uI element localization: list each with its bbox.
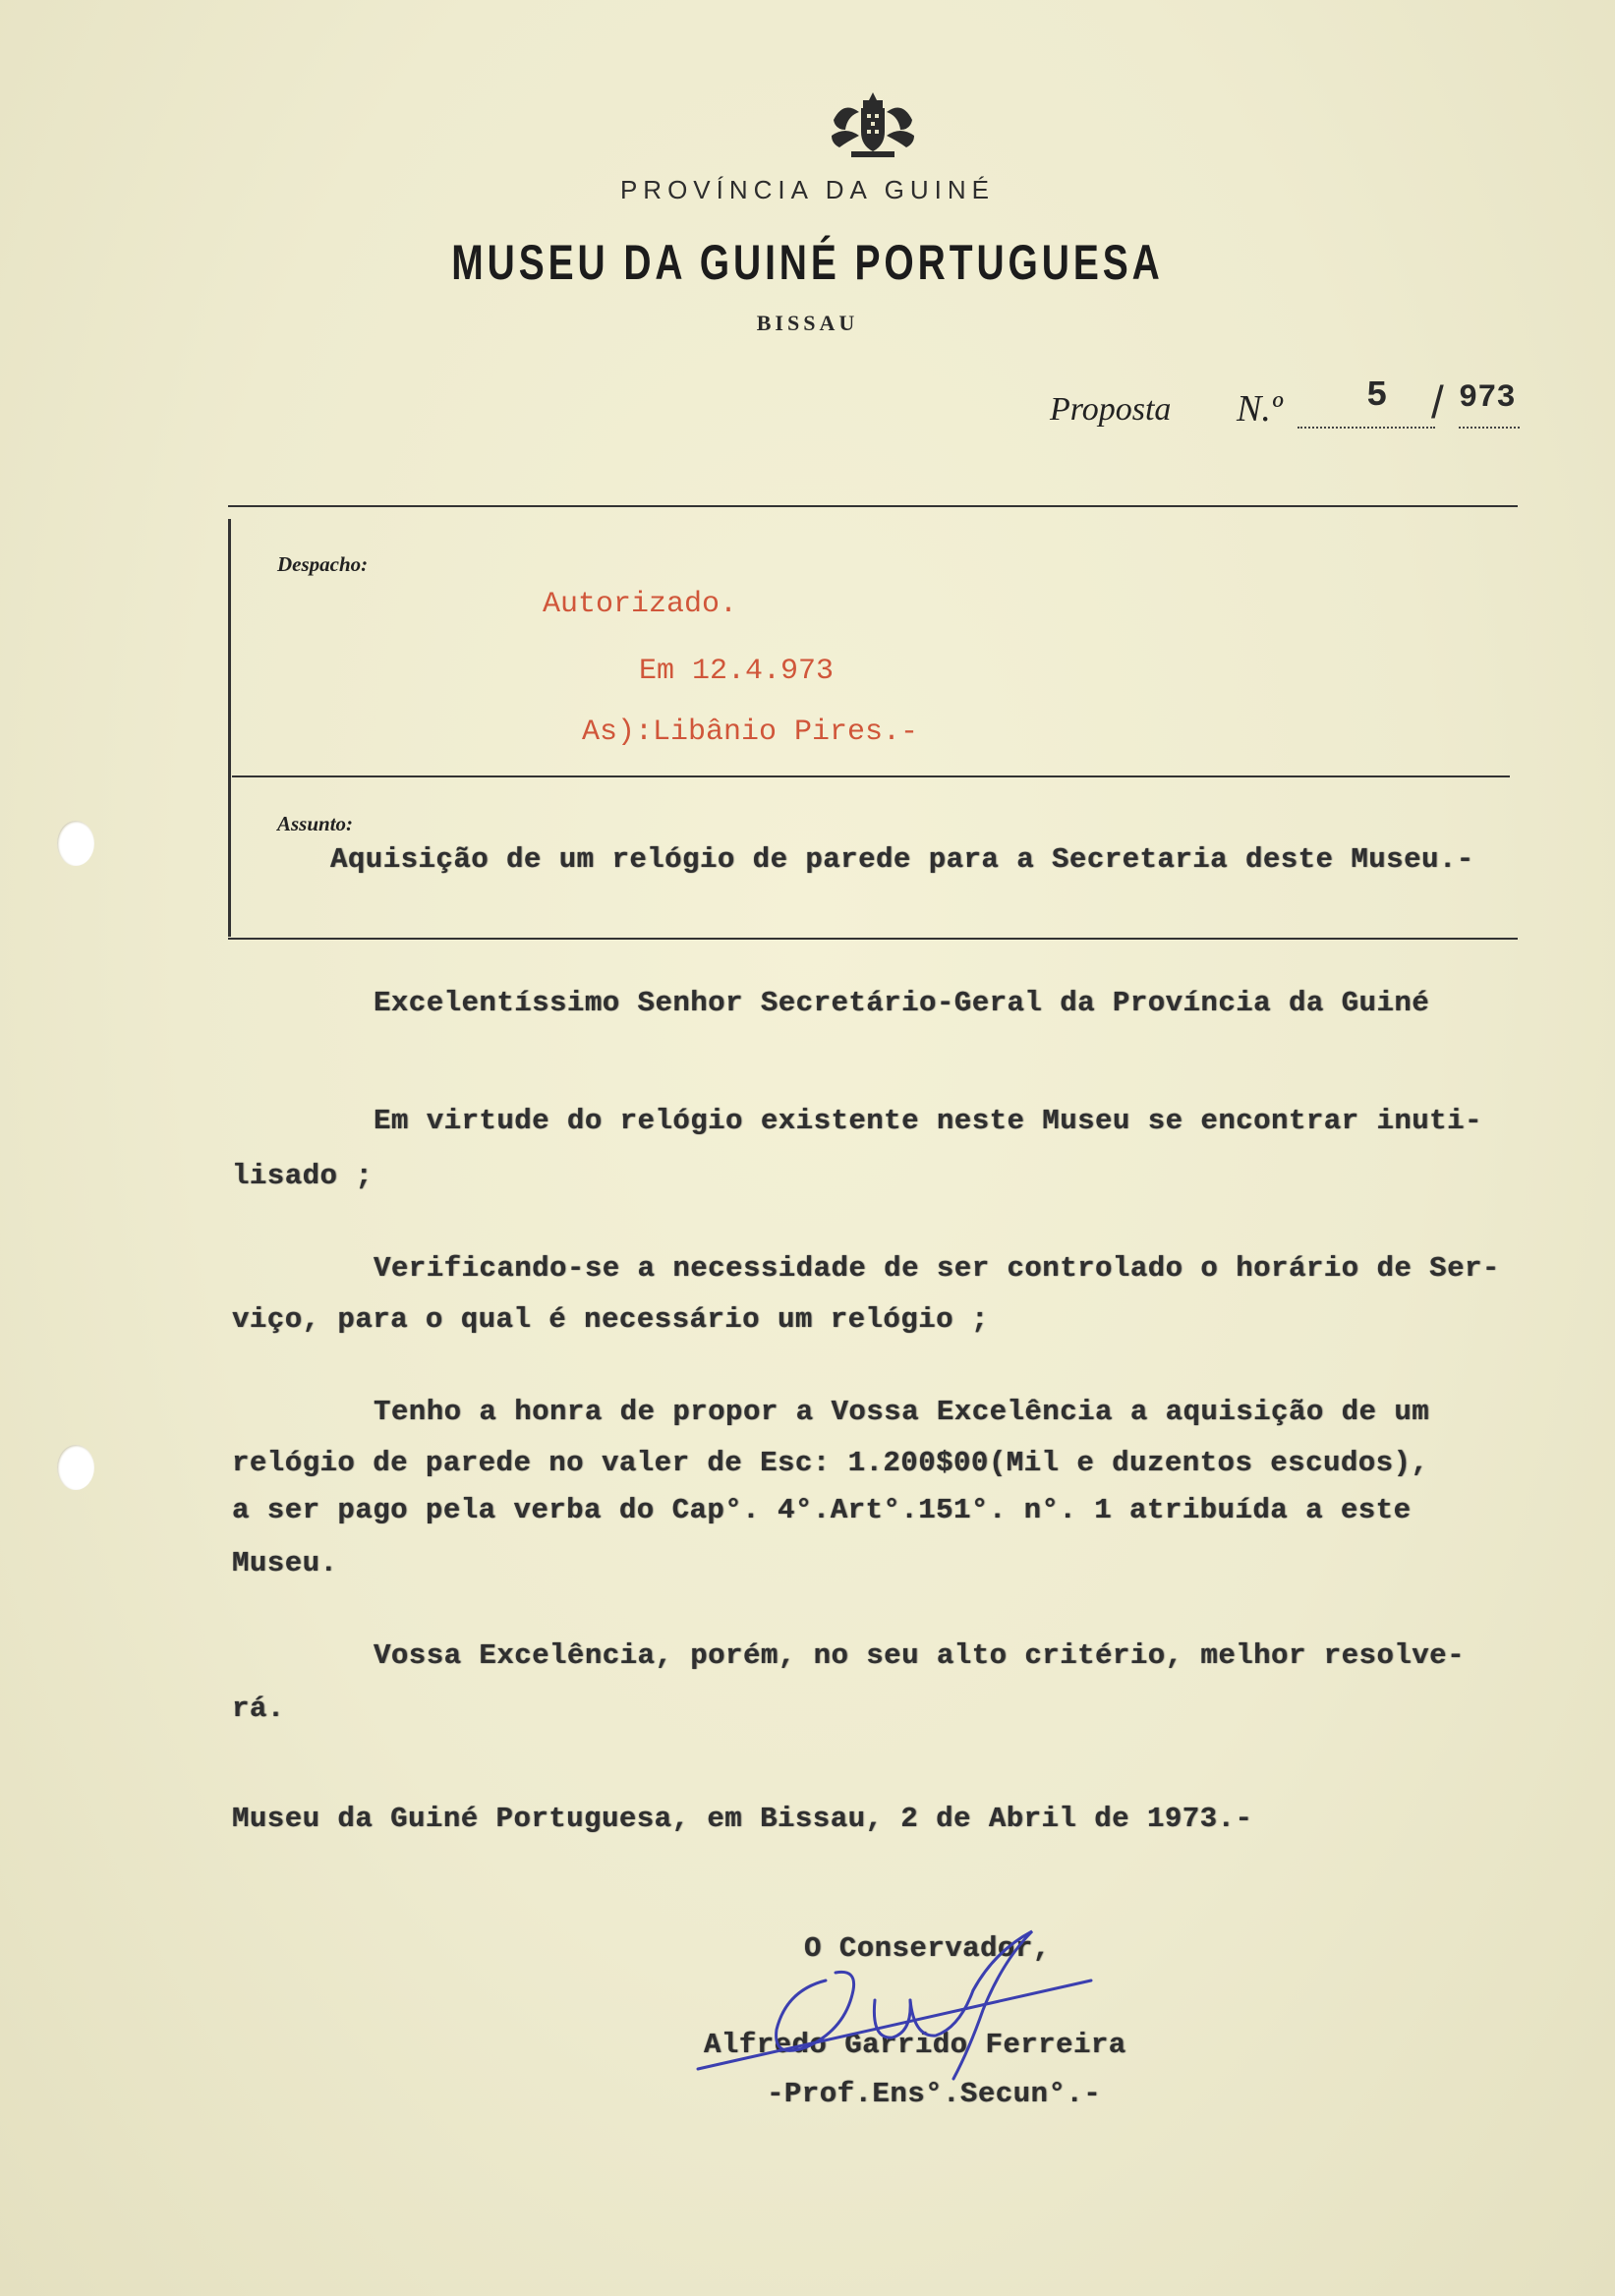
form-left-rule	[228, 519, 231, 937]
despacho-date: Em 12.4.973	[639, 655, 835, 688]
paragraph-1-line-1: Em virtude do relógio existente neste Museu se encontrar inuti-	[374, 1105, 1482, 1137]
coat-of-arms-icon	[826, 86, 920, 161]
proposal-number-label: N.º	[1237, 388, 1283, 430]
despacho-signed-by: As):Libânio Pires.-	[582, 716, 919, 749]
signatory-name: Alfredo Garrido Ferreira	[704, 2029, 1126, 2061]
despacho-label: Despacho:	[277, 552, 369, 576]
paragraph-2-line-1: Verificando-se a necessidade de ser controlado o horário de Ser-	[374, 1252, 1500, 1285]
handwritten-signature	[678, 1922, 1150, 2089]
assunto-label: Assunto:	[277, 812, 354, 835]
proposal-year: 973	[1459, 379, 1516, 416]
paragraph-3-line-4: Museu.	[232, 1547, 338, 1579]
despacho-authorized: Autorizado.	[543, 588, 738, 621]
paragraph-2-line-2: viço, para o qual é necessário um relógio ;	[232, 1303, 989, 1336]
form-middle-rule	[232, 775, 1510, 777]
paragraph-3-line-3: a ser pago pela verba do Cap°. 4°.Art°.151°. n°. 1 atribuída a este	[232, 1494, 1412, 1526]
number-field-line	[1298, 427, 1435, 429]
form-top-rule	[228, 505, 1518, 507]
paragraph-4-line-1: Vossa Excelência, porém, no seu alto critério, melhor resolve-	[374, 1639, 1465, 1672]
city-heading: BISSAU	[756, 311, 859, 335]
proposal-label: Proposta	[1050, 391, 1172, 428]
paragraph-3-line-2: relógio de parede no valer de Esc: 1.200$00(Mil e duzentos escudos),	[232, 1447, 1429, 1479]
paragraph-1-line-2: lisado ;	[232, 1160, 374, 1192]
form-bottom-rule	[228, 938, 1518, 940]
paragraph-4-line-2: rá.	[232, 1693, 285, 1725]
proposal-separator: /	[1431, 376, 1444, 428]
punch-hole	[57, 821, 94, 866]
signatory-role: O Conservador,	[804, 1932, 1051, 1965]
paragraph-3-line-1: Tenho a honra de propor a Vossa Excelência a aquisição de um	[374, 1396, 1430, 1428]
place-and-date: Museu da Guiné Portuguesa, em Bissau, 2 de Abril de 1973.-	[232, 1803, 1253, 1835]
punch-hole	[57, 1445, 94, 1490]
year-field-line	[1459, 427, 1520, 429]
proposal-number: 5	[1366, 375, 1388, 416]
province-heading: PROVÍNCIA DA GUINÉ	[619, 175, 996, 204]
salutation: Excelentíssimo Senhor Secretário-Geral da Província da Guiné	[374, 987, 1430, 1019]
signatory-title: -Prof.Ens°.Secun°.-	[767, 2078, 1102, 2110]
assunto-text: Aquisição de um relógio de parede para a Secretaria deste Museu.-	[330, 843, 1474, 876]
museum-heading: MUSEU DA GUINÉ PORTUGUESA	[451, 235, 1164, 290]
